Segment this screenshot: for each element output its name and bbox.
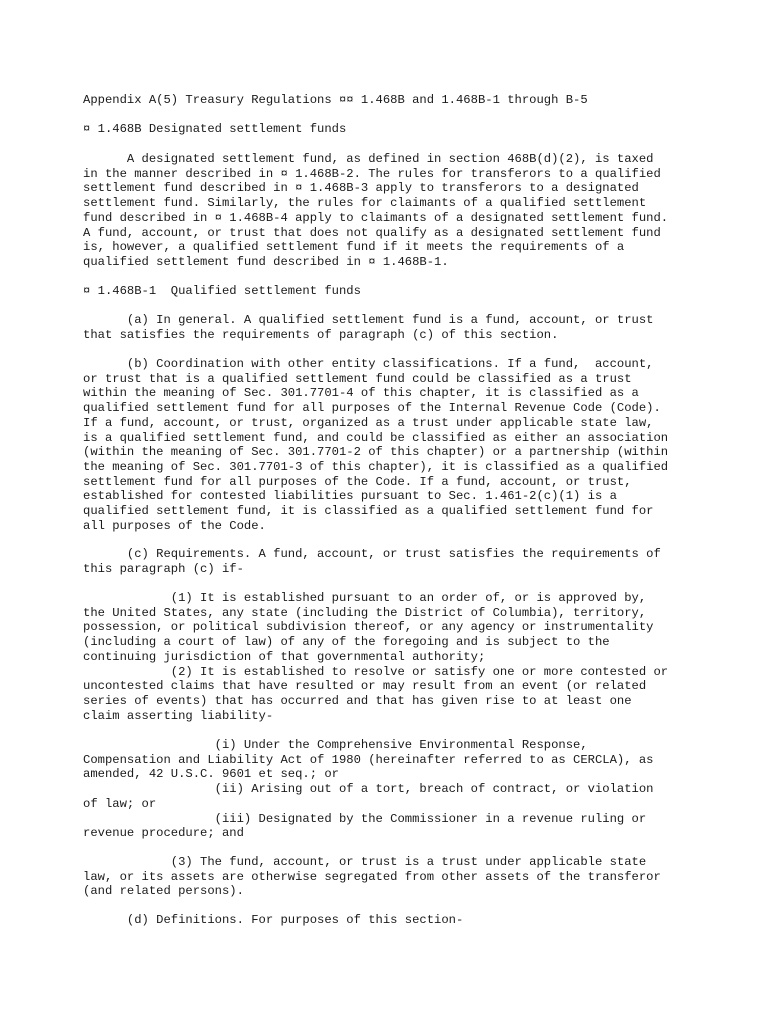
paragraph-468b: A designated settlement fund, as defined in section 468B(d)(2), is taxed in the manner described in ¤ 1.468B-2. The rules for transferors to a qualified settlement fund described in ¤ 1.468B-3 apply to transferors to a designated settlement fund. Similarly, the rules for claimants of a qualified settlement fund described in ¤ 1.468B-4 apply to claimants of a designated settlement fund. A fund, account, or trust that does not qualify as a designated settlement fund is, however, a qualified settlement fund if it meets the requirements of a qualified settlement fund described in ¤ 1.468B-1. <box>83 152 669 269</box>
paragraph-a-in-general: (a) In general. A qualified settlement fund is a fund, account, or trust that satisfies the requirements of paragraph (c) of this section. <box>83 313 654 342</box>
paragraph-c3: (3) The fund, account, or trust is a trust under applicable state law, or its assets are otherwise segregated from other assets of the transferor (and related persons). <box>83 855 661 899</box>
paragraph-c2-items: (i) Under the Comprehensive Environmental Response, Compensation and Liability Act of 1980 (hereinafter referred to as CERCLA), as amended, 42 U.S.C. 9601 et seq.; or (ii) Arising out of a tort, breach of contract, or violation of law; or (iii) Designated by the Commissioner in a revenue ruling or revenue procedure; and <box>83 738 654 841</box>
document-title: Appendix A(5) Treasury Regulations ¤¤ 1.468B and 1.468B-1 through B-5 <box>83 93 588 107</box>
section-heading-468b-1: ¤ 1.468B-1 Qualified settlement funds <box>83 284 361 298</box>
paragraph-d-definitions: (d) Definitions. For purposes of this section- <box>83 913 464 927</box>
paragraph-c-requirements: (c) Requirements. A fund, account, or trust satisfies the requirements of this paragraph (c) if- <box>83 547 661 576</box>
paragraph-b-coordination: (b) Coordination with other entity classifications. If a fund, account, or trust that is a qualified settlement fund could be classified as a trust within the meaning of Sec. 301.7701-4 of this chapter, it is classified as a qualified settlement fund for all purposes of the Internal Revenue Code (Code). If a fund, account, or trust, organized as a trust under applicable state law, is a qualified settlement fund, and could be classified as either an association (within the meaning of Sec. 301.7701-2 of this chapter) or a partnership (within the meaning of Sec. 301.7701-3 of this chapter), it is classified as a qualified settlement fund for all purposes of the Code. If a fund, account, or trust, established for contested liabilities pursuant to Sec. 1.461-2(c)(1) is a qualified settlement fund, it is classified as a qualified settlement fund for all purposes of the Code. <box>83 357 669 533</box>
section-heading-468b: ¤ 1.468B Designated settlement funds <box>83 122 347 136</box>
paragraph-c1-c2: (1) It is established pursuant to an order of, or is approved by, the United States, any state (including the District of Columbia), territory, possession, or political subdivision thereof, or any agency or instrumentality (including a court of law) of any of the foregoing and is subject to the continuing jurisdiction of that governmental authority; (2) It is established to resolve or satisfy one or more contested or uncontested claims that have resulted or may result from an event (or related series of events) that has occurred and that has given rise to at least one claim asserting liability- <box>83 591 669 723</box>
